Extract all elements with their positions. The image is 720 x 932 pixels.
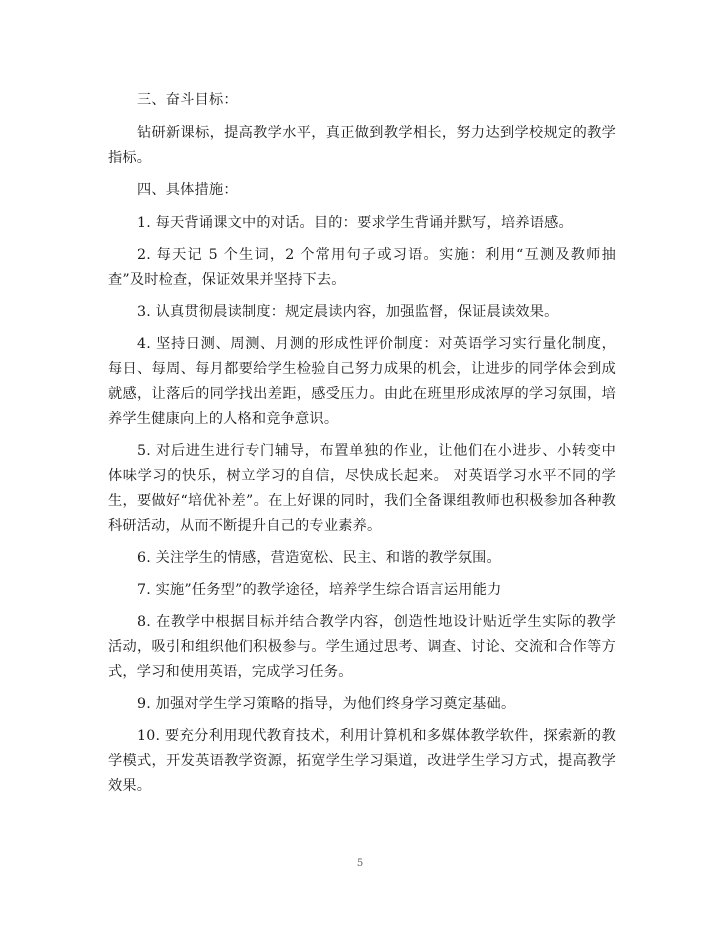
section-heading-goals: 三、奋斗目标： — [137, 92, 238, 108]
measure-item-7: 7. 实施”任务型”的教学途径，培养学生综合语言运用能力 — [137, 582, 502, 598]
measure-item-3: 3. 认真贯彻晨读制度：规定晨读内容，加强监督，保证晨读效果。 — [137, 304, 559, 320]
document-body — [108, 88, 616, 806]
measure-item-5: 5. 对后进生进行专门辅导，布置单独的作业，让他们在小进步、小转变中体味学习的快乐，树立学习的自信，尽快成长起来。 对英语学习水平不同的学生，要做好“培优补差”。在上好课的同时，我们全备课组教师也积极参加各种教科研活动，从而不断提升自己的专业素养。 — [108, 443, 616, 534]
goal-paragraph: 钻研新课标，提高教学水平，真正做到教学相长，努力达到学校规定的教学指标。 — [108, 125, 616, 166]
page-number: 5 — [356, 858, 364, 869]
section-heading-measures: 四、具体措施： — [137, 182, 238, 198]
measure-item-8: 8. 在教学中根据目标并结合教学内容，创造性地设计贴近学生实际的教学活动，吸引和组织他们积极参与。学生通过思考、调查、讨论、交流和合作等方式，学习和使用英语，完成学习任务。 — [108, 614, 616, 680]
measure-item-10: 10. 要充分利用现代教育技术，利用计算机和多媒体教学软件，探索新的教学模式，开发英语教学资源，拓宽学生学习渠道，改进学生学习方式，提高教学效果。 — [108, 728, 616, 794]
measure-item-2: 2. 每天记 5 个生词，2 个常用句子或习语。实施：利用“互测及教师抽查”及时检查，保证效果并坚持下去。 — [108, 247, 616, 288]
measure-item-1: 1. 每天背诵课文中的对话。目的：要求学生背诵并默写，培养语感。 — [137, 215, 573, 231]
measure-item-6: 6. 关注学生的情感，营造宽松、民主、和谐的教学氛围。 — [137, 550, 501, 566]
measure-item-9: 9. 加强对学生学习策略的指导，为他们终身学习奠定基础。 — [137, 696, 516, 712]
measure-item-4: 4. 坚持日测、周测、月测的形成性评价制度：对英语学习实行量化制度，每日、每周、每月都要给学生检验自己努力成果的机会，让进步的同学体会到成就感，让落后的同学找出差距，感受压力。由此在班里形成浓厚的学习氛围，培养学生健康向上的人格和竞争意识。 — [108, 336, 616, 427]
